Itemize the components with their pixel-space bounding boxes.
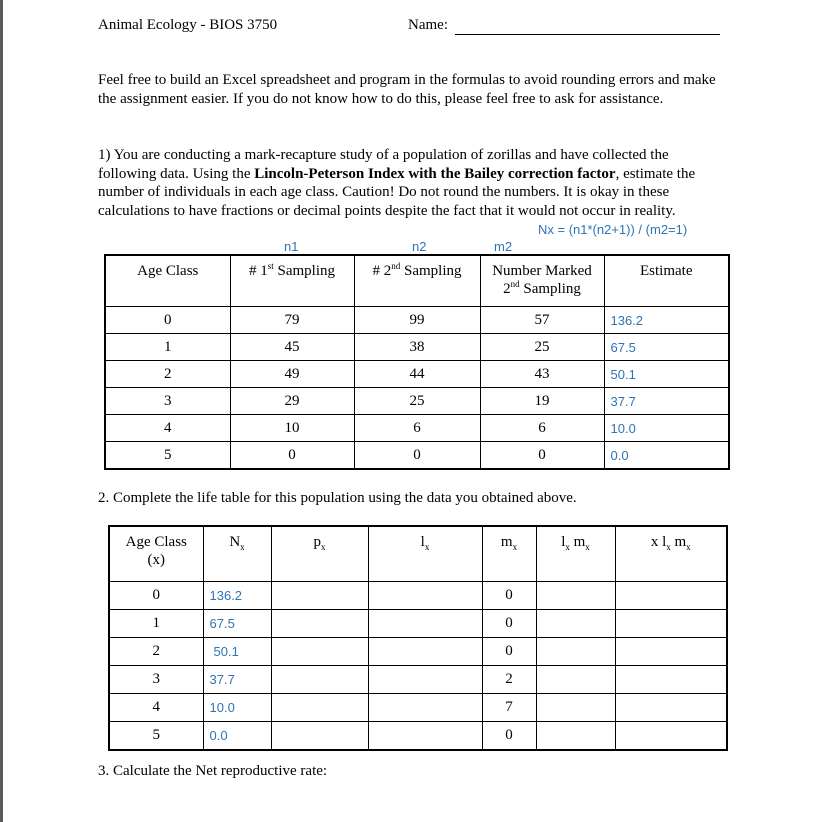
lx-cell[interactable] (368, 610, 482, 638)
header-estimate: Estimate (604, 255, 729, 307)
question-1-text: 1) You are conducting a mark-recapture study of a population of zorillas and have collected the following data. Using the Lincoln-Peterson Index with the Bailey correction factor, estimate the number of individuals in each age class. Caution! Do not round the numbers. It is okay in these calculations to have fractions or decimal points despite the fact that it would not occur in reality. (98, 147, 696, 219)
m2-cell: 0 (480, 442, 604, 470)
mx-cell: 7 (482, 694, 536, 722)
n1-cell: 29 (230, 388, 354, 415)
lx-cell[interactable] (368, 694, 482, 722)
lx-cell[interactable] (368, 638, 482, 666)
n1-cell: 0 (230, 442, 354, 470)
table-row (105, 334, 729, 361)
life-table-header-row (109, 526, 727, 582)
estimate-cell[interactable]: 67.5 (604, 334, 729, 361)
estimate-cell[interactable]: 37.7 (604, 388, 729, 415)
header-age-class: Age Class (105, 255, 230, 307)
mx-cell: 0 (482, 638, 536, 666)
nx-cell[interactable]: 50.1 (203, 638, 271, 666)
lxmx-cell[interactable] (536, 722, 615, 751)
mx-cell: 0 (482, 582, 536, 610)
mark-recapture-table (104, 254, 730, 470)
table-row (105, 388, 729, 415)
name-blank-line[interactable] (455, 34, 720, 35)
lxmx-cell[interactable] (536, 666, 615, 694)
age-cell: 1 (109, 610, 203, 638)
mx-cell: 0 (482, 722, 536, 751)
table-row (109, 638, 727, 666)
n2-cell: 6 (354, 415, 480, 442)
header-lxmx: $l_x$ $m_x$ (536, 526, 615, 582)
lxmx-cell[interactable] (536, 582, 615, 610)
age-cell: 5 (105, 442, 230, 470)
table-row (109, 610, 727, 638)
header-nx: $N_x$ (203, 526, 271, 582)
method-name: Lincoln-Peterson Index with the Bailey correction factor (254, 165, 616, 182)
lxmx-cell[interactable] (536, 638, 615, 666)
xlxmx-cell[interactable] (615, 610, 727, 638)
px-cell[interactable] (271, 638, 368, 666)
age-cell: 1 (105, 334, 230, 361)
m2-cell: 6 (480, 415, 604, 442)
life-table (108, 525, 728, 751)
note-m2: m2 (494, 239, 513, 254)
px-cell[interactable] (271, 694, 368, 722)
header-age-class-x: Age Class (x) (109, 526, 203, 582)
xlxmx-cell[interactable] (615, 582, 727, 610)
table-row (109, 722, 727, 751)
intro-paragraph: Feel free to build an Excel spreadsheet and program in the formulas to avoid rounding errors and make the assignment easier. If you do not know how to do this, please feel free to ask for assistance. (98, 72, 716, 107)
m2-cell: 25 (480, 334, 604, 361)
age-cell: 4 (109, 694, 203, 722)
table-row (105, 415, 729, 442)
n1-cell: 10 (230, 415, 354, 442)
n1-cell: 49 (230, 361, 354, 388)
px-cell[interactable] (271, 666, 368, 694)
n2-cell: 99 (354, 307, 480, 334)
note-n1: n1 (284, 239, 299, 254)
lxmx-cell[interactable] (536, 610, 615, 638)
formula-note: Nx = (n1*(n2+1)) / (m2=1) (538, 222, 688, 237)
header-px: $p_x$ (271, 526, 368, 582)
age-cell: 3 (105, 388, 230, 415)
n2-cell: 0 (354, 442, 480, 470)
age-cell: 5 (109, 722, 203, 751)
age-cell: 0 (105, 307, 230, 334)
n2-cell: 25 (354, 388, 480, 415)
lx-cell[interactable] (368, 582, 482, 610)
header-xlxmx: x $l_x$ $m_x$ (615, 526, 727, 582)
question-2-text: 2. Complete the life table for this population using the data you obtained above. (98, 490, 577, 506)
table-row (109, 666, 727, 694)
m2-cell: 19 (480, 388, 604, 415)
px-cell[interactable] (271, 722, 368, 751)
n1-cell: 45 (230, 334, 354, 361)
table-row (105, 442, 729, 470)
estimate-cell[interactable]: 10.0 (604, 415, 729, 442)
estimate-cell[interactable]: 50.1 (604, 361, 729, 388)
nx-cell[interactable]: 67.5 (203, 610, 271, 638)
xlxmx-cell[interactable] (615, 666, 727, 694)
name-label: Name: (408, 17, 448, 33)
m2-cell: 57 (480, 307, 604, 334)
lx-cell[interactable] (368, 666, 482, 694)
mx-cell: 2 (482, 666, 536, 694)
table-row (105, 361, 729, 388)
px-cell[interactable] (271, 582, 368, 610)
table-row (109, 694, 727, 722)
question-3-text: 3. Calculate the Net reproductive rate: (98, 763, 328, 779)
age-cell: 2 (109, 638, 203, 666)
header-second-sampling: # 2nd Sampling (354, 255, 480, 307)
age-cell: 4 (105, 415, 230, 442)
n2-cell: 38 (354, 334, 480, 361)
xlxmx-cell[interactable] (615, 694, 727, 722)
table-row (109, 582, 727, 610)
m2-cell: 43 (480, 361, 604, 388)
header-lx: $l_x$ (368, 526, 482, 582)
header-first-sampling: # 1st Sampling (230, 255, 354, 307)
xlxmx-cell[interactable] (615, 722, 727, 751)
course-title: Animal Ecology - BIOS 3750 (98, 17, 278, 33)
n2-cell: 44 (354, 361, 480, 388)
header-mx: $m_x$ (482, 526, 536, 582)
nx-cell[interactable]: 37.7 (203, 666, 271, 694)
table-row (105, 307, 729, 334)
page-edge (0, 0, 3, 822)
nx-cell[interactable]: 136.2 (203, 582, 271, 610)
estimate-cell[interactable]: 136.2 (604, 307, 729, 334)
header-number-marked: Number Marked 2nd Sampling (480, 255, 604, 307)
table-header-row (105, 255, 729, 307)
estimate-cell[interactable]: 0.0 (604, 442, 729, 470)
note-n2: n2 (412, 239, 427, 254)
age-cell: 3 (109, 666, 203, 694)
px-cell[interactable] (271, 610, 368, 638)
nx-cell[interactable]: 0.0 (203, 722, 271, 751)
nx-cell[interactable]: 10.0 (203, 694, 271, 722)
age-cell: 0 (109, 582, 203, 610)
n1-cell: 79 (230, 307, 354, 334)
xlxmx-cell[interactable] (615, 638, 727, 666)
lx-cell[interactable] (368, 722, 482, 751)
age-cell: 2 (105, 361, 230, 388)
lxmx-cell[interactable] (536, 694, 615, 722)
mx-cell: 0 (482, 610, 536, 638)
